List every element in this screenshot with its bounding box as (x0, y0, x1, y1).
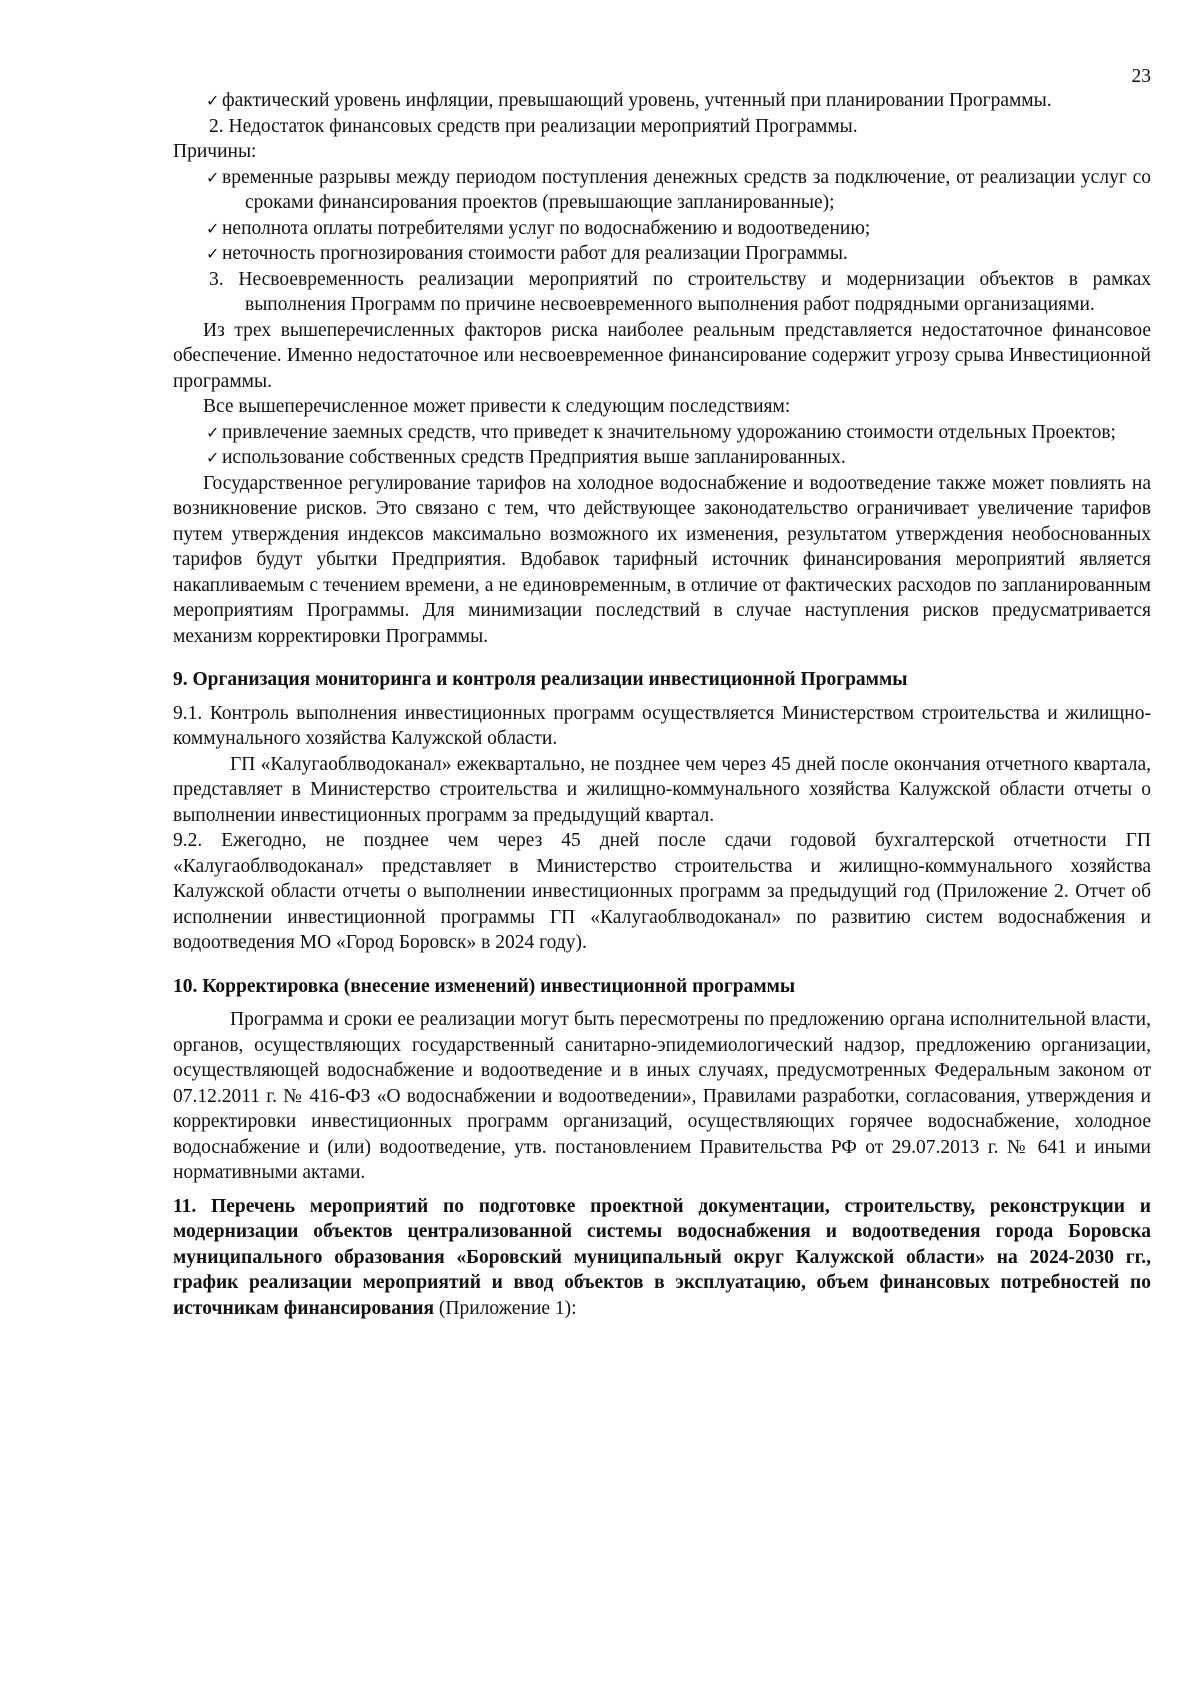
page-number: 23 (1131, 66, 1151, 87)
numbered-item: 3. Несвоевременность реализации мероприятий по строительству и модернизации объектов в рамках выполнения Программ по причине несвоевременного выполнения работ подрядными организациями. (209, 268, 1151, 315)
list-item: ✓ неполнота оплаты потребителями услуг по водоснабжению и водоотведению; (173, 216, 1151, 242)
paragraph: Программа и сроки ее реализации могут быть пересмотрены по предложению органа исполнительной власти, органов, осуществляющих государственный санитарно-эпидемиологический надзор, предложению организации, осуществляющей водоснабжение и водоотведение и в иных случаях, предусмотренных Федеральным законом от 07.12.2011 г. № 416-ФЗ «О водоснабжении и водоотведении», Правилами разработки, согласования, утверждения и корректировки инвестиционных программ организаций, осуществляющих горячее водоснабжение, холодное водоснабжение и (или) водоотведение, утв. постановлением Правительства РФ от 29.07.2013 г. № 641 и иными нормативными актами. (173, 1009, 1151, 1183)
numbered-item: 2. Недостаток финансовых средств при реализации мероприятий Программы. (209, 115, 858, 137)
list-item: ✓ временные разрывы между периодом поступления денежных средств за подключение, от реализации услуг со сроками финансирования проектов (превышающие запланированные); (206, 166, 1151, 213)
list-item: ✓ использование собственных средств Предприятия выше запланированных. (173, 445, 1151, 471)
checkmark-icon: ✓ (206, 244, 220, 263)
list-item: ✓ неточность прогнозирования стоимости работ для реализации Программы. (173, 241, 1151, 267)
list-item: ✓ привлечение заемных средств, что приведет к значительному удорожанию стоимости отдельных Проектов; (173, 420, 1151, 446)
document-page (173, 64, 1151, 1321)
section-10-heading: 10. Корректировка (внесение изменений) инвестиционной программы (173, 975, 796, 997)
section-11-paragraph (173, 1194, 1151, 1322)
paragraph: ГП «Калугаоблводоканал» ежеквартально, не позднее чем через 45 дней после окончания отчетного квартала, представляет в Министерство строительства и жилищно-коммунального хозяйства Калужской области отчеты о выполнении инвестиционных программ за предыдущий квартал. (173, 753, 1151, 826)
appendix-reference: (Приложение 1): (434, 1297, 577, 1319)
list-item: ✓ фактический уровень инфляции, превышающий уровень, учтенный при планировании Программы. (173, 88, 1151, 114)
paragraph: Из трех вышеперечисленных факторов риска наиболее реальным представляется недостаточное финансовое обеспечение. Именно недостаточное или несвоевременное финансирование содержит угрозу срыва Инвестиционной программы. (173, 319, 1151, 392)
reasons-label: Причины: (173, 141, 257, 162)
section-9-heading: 9. Организация мониторинга и контроля реализации инвестиционной Программы (173, 669, 908, 690)
checkmark-icon: ✓ (206, 167, 220, 187)
paragraph: 9.1. Контроль выполнения инвестиционных программ осуществляется Министерством строительства и жилищно-коммунального хозяйства Калужской области. (173, 702, 1151, 749)
paragraph: 9.2. Ежегодно, не позднее чем через 45 дней после сдачи годовой бухгалтерской отчетности ГП «Калугаоблводоканал» представляет в Министерство строительства и жилищно-коммунального хозяйства Калужской области отчеты о выполнении инвестиционных программ за предыдущий год (Приложение 2. Отчет об исполнении инвестиционной программы ГП «Калугаоблводоканал» по развитию систем водоснабжения и водоотведения МО «Город Боровск» в 2024 году). (173, 830, 1151, 953)
checkmark-icon: ✓ (206, 422, 220, 442)
checkmark-icon: ✓ (206, 91, 220, 110)
paragraph: Все вышеперечисленное может привести к следующим последствиям: (203, 396, 791, 417)
paragraph: Государственное регулирование тарифов на холодное водоснабжение и водоотведение также может повлиять на возникновение рисков. Это связано с тем, что действующее законодательство ограничивает увеличение тарифов путем утверждения индексов максимально возможного их изменения, результатом утверждения необоснованных тарифов будут убытки Предприятия. Вдобавок тарифный источник финансирования мероприятий является накапливаемым с течением времени, а не единовременным, в отличие от фактических расходов по запланированным мероприятиям Программы. Для минимизации последствий в случае наступления рисков предусматривается механизм корректировки Программы. (173, 472, 1151, 647)
checkmark-icon: ✓ (206, 448, 220, 467)
section-11-heading: 11. Перечень мероприятий по подготовке проектной документации, строительству, реконструкции и модернизации объектов централизованной системы водоснабжения и водоотведения города Боровска муниципального образования «Боровский муниципальный округ Калужской области» на 2024-2030 гг., график реализации мероприятий и ввод объектов в эксплуатацию, объем финансовых потребностей по источникам финансирования (173, 1195, 1151, 1319)
checkmark-icon: ✓ (206, 218, 220, 238)
